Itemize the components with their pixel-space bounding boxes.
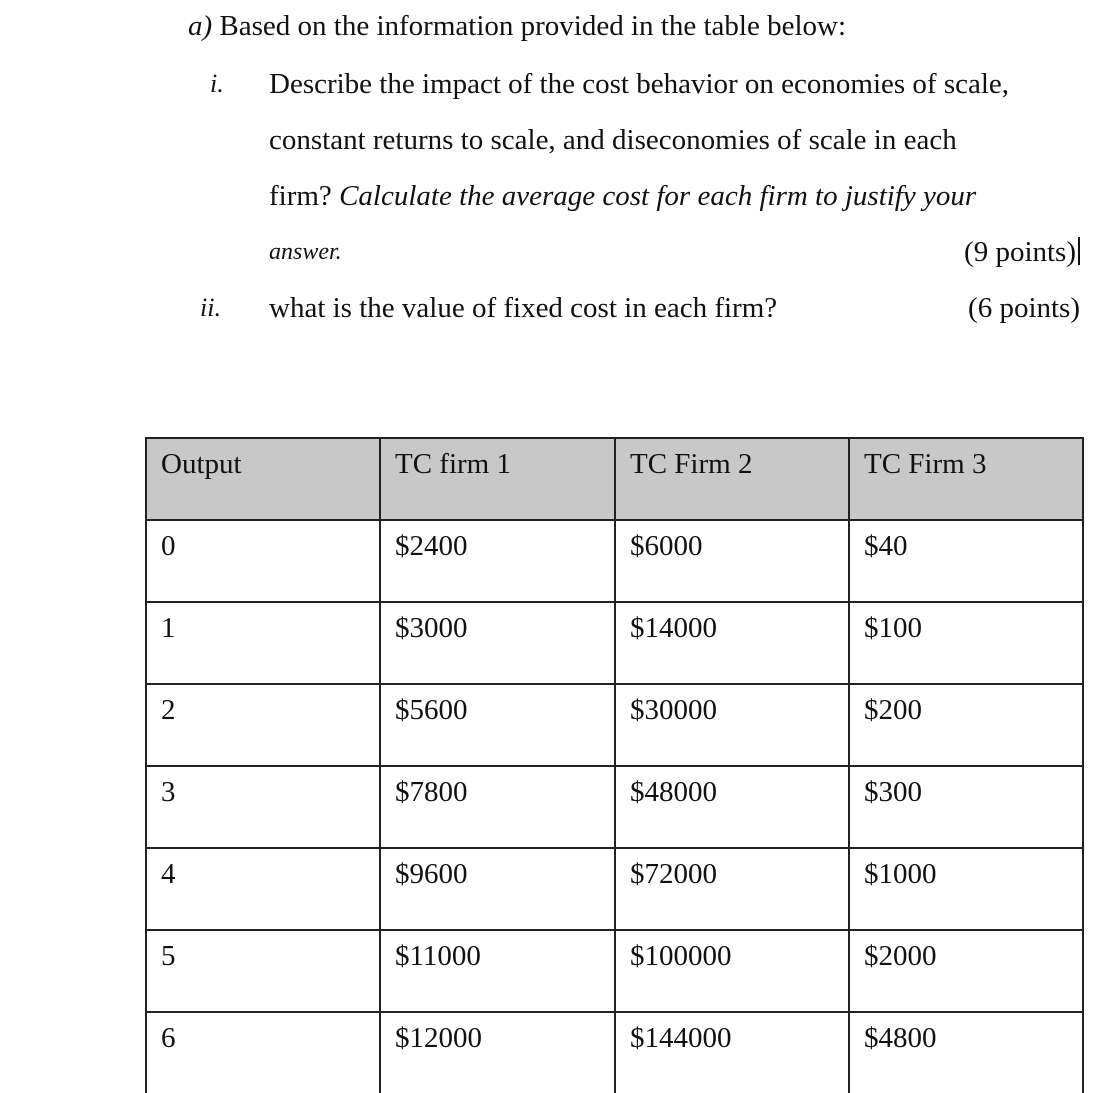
cell-tc-firm-1: $2400	[380, 520, 615, 602]
table-row	[146, 766, 1083, 848]
table-row	[146, 684, 1083, 766]
cell-output: 4	[146, 848, 380, 930]
cell-tc-firm-1: $11000	[380, 930, 615, 1012]
sub-i-points-wrap	[964, 236, 1080, 268]
header-output: Output	[146, 438, 380, 520]
sub-i-line1: Describe the impact of the cost behavior on economies of scale,	[269, 68, 1010, 100]
table-row	[146, 1012, 1083, 1093]
cell-tc-firm-1: $5600	[380, 684, 615, 766]
cell-tc-firm-2: $30000	[615, 684, 849, 766]
question-intro-line	[188, 10, 846, 42]
sub-i-label: i.	[210, 69, 224, 98]
sub-i-line3-italic: Calculate the average cost for each firm to justify your	[339, 180, 977, 212]
cell-tc-firm-2: $48000	[615, 766, 849, 848]
header-tc-firm-3: TC Firm 3	[849, 438, 1083, 520]
cell-tc-firm-3: $2000	[849, 930, 1083, 1012]
text-cursor	[1078, 237, 1080, 265]
sub-i-line2: constant returns to scale, and diseconomies of scale in each	[269, 124, 957, 156]
sub-i-line3	[269, 180, 976, 212]
sub-i-line4: answer.	[269, 239, 342, 265]
table-row	[146, 520, 1083, 602]
cell-tc-firm-2: $6000	[615, 520, 849, 602]
cell-tc-firm-3: $1000	[849, 848, 1083, 930]
sub-i-line3-plain: firm?	[269, 180, 332, 212]
sub-ii-label: ii.	[200, 293, 221, 322]
cell-tc-firm-2: $72000	[615, 848, 849, 930]
sub-ii-text: what is the value of fixed cost in each firm?	[269, 292, 778, 324]
cell-tc-firm-1: $3000	[380, 602, 615, 684]
header-tc-firm-2: TC Firm 2	[615, 438, 849, 520]
cell-tc-firm-1: $12000	[380, 1012, 615, 1093]
cell-tc-firm-2: $100000	[615, 930, 849, 1012]
cell-tc-firm-1: $7800	[380, 766, 615, 848]
cell-tc-firm-3: $40	[849, 520, 1083, 602]
cell-tc-firm-3: $300	[849, 766, 1083, 848]
sub-i-points: (9 points)	[964, 236, 1076, 268]
cell-tc-firm-2: $144000	[615, 1012, 849, 1093]
header-tc-firm-1: TC firm 1	[380, 438, 615, 520]
table-row	[146, 602, 1083, 684]
cell-output: 2	[146, 684, 380, 766]
cell-output: 6	[146, 1012, 380, 1093]
cell-tc-firm-2: $14000	[615, 602, 849, 684]
cell-tc-firm-1: $9600	[380, 848, 615, 930]
cell-tc-firm-3: $100	[849, 602, 1083, 684]
cell-output: 5	[146, 930, 380, 1012]
part-label: a)	[188, 10, 213, 42]
table-row	[146, 848, 1083, 930]
table-header-row	[146, 438, 1083, 520]
cell-output: 3	[146, 766, 380, 848]
sub-ii-points: (6 points)	[968, 292, 1080, 324]
cost-table	[145, 437, 1084, 1093]
question-intro: Based on the information provided in the table below:	[219, 10, 846, 42]
cell-tc-firm-3: $200	[849, 684, 1083, 766]
cell-tc-firm-3: $4800	[849, 1012, 1083, 1093]
cell-output: 0	[146, 520, 380, 602]
cell-output: 1	[146, 602, 380, 684]
table-row	[146, 930, 1083, 1012]
